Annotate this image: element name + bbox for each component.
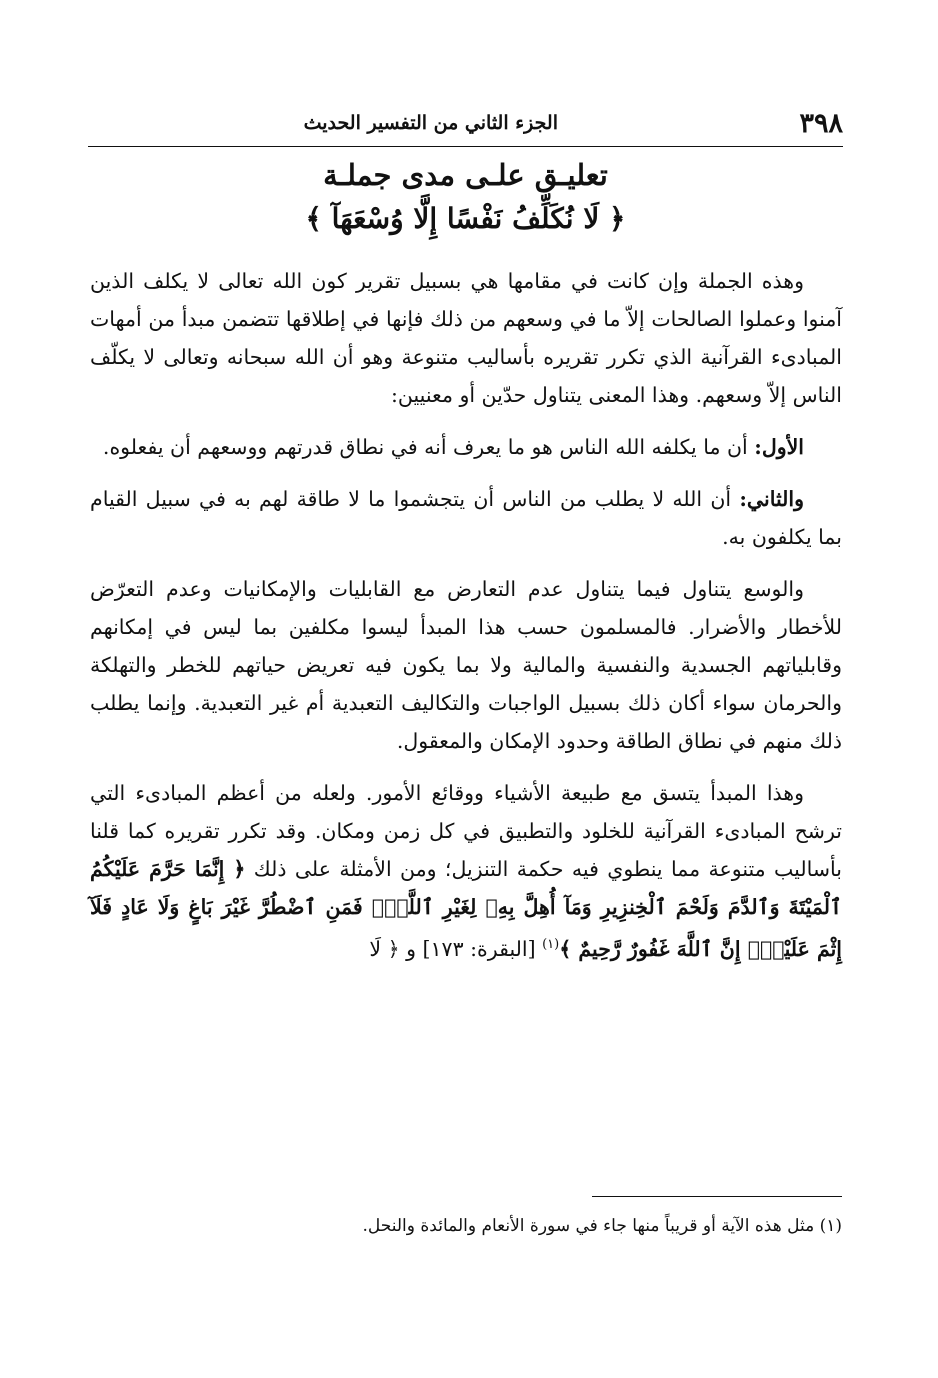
paragraph-5 [90, 774, 842, 968]
footnote-reference: (١) [542, 937, 560, 952]
section-verse: ﴿ لَا نُكَلِّفُ نَفْسًا إِلَّا وُسْعَهَآ ﴾ [305, 202, 626, 235]
page-header [88, 108, 843, 144]
paragraph-2-lead: الأول: [754, 435, 804, 459]
body-text [90, 262, 842, 968]
page-number: ٣٩٨ [799, 108, 843, 139]
quran-verse: ﴿ إِنَّمَا حَرَّمَ عَلَيْكُمُ ٱلْمَيْتَةَ وَٱلدَّمَ وَلَحْمَ ٱلْخِنزِيرِ وَمَآ أُهِلَّ بِهِۦ لِغَيْرِ ٱللَّهِۖ فَمَنِ ٱضْطُرَّ غَيْرَ بَاغٍ وَلَا عَادٍ فَلَآ إِثْمَ عَلَيْهِۚ إِنَّ ٱللَّهَ غَفُورٌ رَّحِيمٌ ﴾ [90, 857, 842, 961]
paragraph-1: وهذه الجملة وإن كانت في مقامها هي بسبيل تقرير كون الله تعالى لا يكلف الذين آمنوا وعملوا الصالحات إلاّ ما في وسعهم من ذلك فإنها في إطلاقها تتضمن مبدأ من أمهات المبادىء القرآنية الذي تكرر تقريره بأساليب متنوعة وهو أن الله سبحانه وتعالى لا يكلّف الناس إلاّ وسعهم. وهذا المعنى يتناول حدّين أو معنيين: [90, 269, 842, 407]
paragraph-3 [90, 480, 842, 556]
paragraph-2-text: أن ما يكلفه الله الناس هو ما يعرف أنه في نطاق قدرتهم ووسعهم أن يفعلوه. [102, 435, 755, 459]
paragraph-5-tail: [البقرة: ١٧٣] و ﴿ لَا [369, 936, 543, 961]
running-title: الجزء الثاني من التفسير الحديث [303, 112, 558, 134]
paragraph-2 [90, 428, 842, 466]
paragraph-5-text: وهذا المبدأ يتسق مع طبيعة الأشياء ووقائع الأمور. ولعله من أعظم المبادىء التي ترشح المبادىء القرآنية للخلود والتطبيق في كل زمن ومكان. وقد تكرر تقريره كما قلنا بأساليب متنوعة مما ينطوي فيه حكمة التنزيل؛ ومن الأمثلة على ذلك [90, 781, 842, 881]
paragraph-3-lead: والثاني: [739, 487, 804, 511]
section-title: تعليـق علـى مدى جملـة [323, 158, 608, 192]
paragraph-4: والوسع يتناول فيما يتناول عدم التعارض مع القابليات والإمكانيات وعدم التعرّض للأخطار والأضرار. فالمسلمون حسب هذا المبدأ ليسوا مكلفين بما ليس في إمكانهم وقابلياتهم الجسدية والنفسية والمالية ولا بما يكون فيه تعريض حياتهم للخطر والتهلكة والحرمان سواء أكان ذلك بسبيل الواجبات والتكاليف التعبدية أم غير التعبدية. وإنما يطلب ذلك منهم في نطاق الطاقة وحدود الإمكان والمعقول. [90, 577, 842, 753]
paragraph-3-text: أن الله لا يطلب من الناس أن يتجشموا ما لا طاقة لهم به في سبيل القيام بما يكلفون به. [90, 487, 842, 549]
footnote-rule [592, 1196, 842, 1197]
footnote: (١) مثل هذه الآية أو قريباً منها جاء في سورة الأنعام والمائدة والنحل. [362, 1216, 842, 1236]
header-rule [88, 146, 843, 147]
